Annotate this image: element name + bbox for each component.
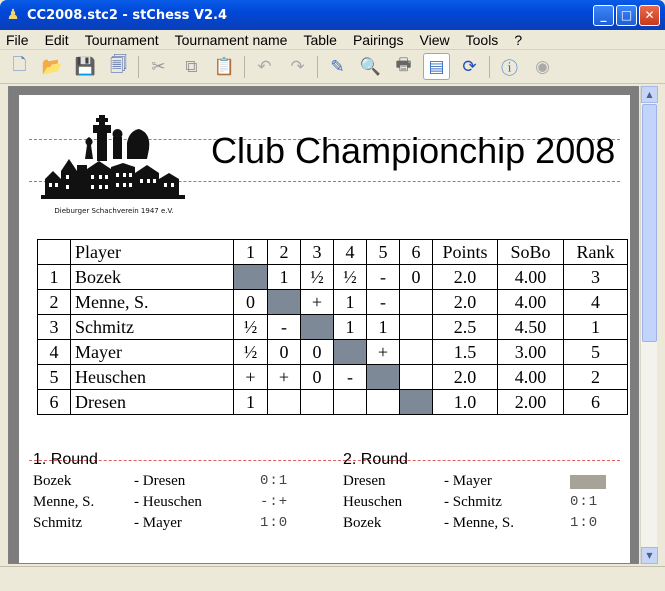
result-cell — [301, 390, 334, 415]
player-name: Dresen — [71, 390, 234, 415]
pairing-row — [343, 515, 639, 536]
result-cell: - — [367, 265, 400, 290]
table-row — [38, 390, 628, 415]
minimize-button[interactable]: _ — [593, 5, 614, 26]
result-cell: ½ — [234, 340, 268, 365]
white-player: Bozek — [33, 473, 72, 489]
redo-icon[interactable]: ↷ — [290, 56, 305, 77]
result-cell — [400, 315, 433, 340]
menu-edit[interactable]: Edit — [44, 31, 69, 48]
game-result[interactable]: 0:1 — [570, 494, 599, 510]
status-bar — [0, 566, 665, 591]
player-name: Bozek — [71, 265, 234, 290]
black-player: - Heuschen — [134, 494, 202, 510]
column-header: 6 — [400, 240, 433, 265]
result-cell: ½ — [301, 265, 334, 290]
save-all-icon[interactable]: 🗐 — [110, 55, 127, 75]
tournament-title: Club Championchip 2008 — [211, 130, 616, 171]
column-header: 1 — [234, 240, 268, 265]
undo-icon[interactable]: ↶ — [257, 56, 272, 77]
table-row — [38, 315, 628, 340]
round-title: 1. Round — [33, 451, 98, 468]
result-cell — [400, 340, 433, 365]
result-cell: + — [301, 290, 334, 315]
result-cell — [334, 390, 367, 415]
refresh-icon[interactable]: ⟳ — [462, 56, 477, 77]
self-cell — [367, 365, 400, 390]
cut-icon[interactable]: ✂ — [151, 56, 166, 77]
toolbar-separator — [138, 56, 139, 78]
menu-bar — [0, 30, 665, 50]
table-row — [38, 340, 628, 365]
player-number: 2 — [38, 290, 71, 315]
pairing-row — [33, 515, 333, 536]
white-player: Schmitz — [33, 515, 83, 531]
result-cell: 0 — [301, 365, 334, 390]
rank-cell: 1 — [564, 315, 628, 340]
print-icon[interactable]: 🖶 — [395, 55, 412, 75]
player-name: Schmitz — [71, 315, 234, 340]
toolbar-separator — [489, 56, 490, 78]
sobo-cell: 4.00 — [498, 290, 564, 315]
scroll-down-arrow-icon[interactable]: ▼ — [641, 547, 658, 564]
menu-tournament-name[interactable]: Tournament name — [174, 31, 288, 48]
result-cell: 0 — [268, 340, 301, 365]
crosstable — [37, 239, 628, 415]
black-player: - Mayer — [444, 473, 492, 489]
white-player: Dresen — [343, 473, 386, 489]
game-result[interactable]: 0:1 — [260, 473, 289, 489]
vertical-scrollbar[interactable] — [640, 86, 657, 564]
column-header — [38, 240, 71, 265]
result-cell: + — [367, 340, 400, 365]
sobo-cell: 3.00 — [498, 340, 564, 365]
logo-caption: Dieburger Schachverein 1947 e.V. — [54, 207, 174, 215]
result-cell: - — [334, 365, 367, 390]
self-cell — [234, 265, 268, 290]
rank-cell: 3 — [564, 265, 628, 290]
player-number: 1 — [38, 265, 71, 290]
self-cell — [268, 290, 301, 315]
page — [19, 95, 630, 564]
page-view-icon[interactable]: ▤ — [423, 53, 450, 80]
player-number: 3 — [38, 315, 71, 340]
column-header: Points — [433, 240, 498, 265]
table-row — [38, 290, 628, 315]
white-player: Bozek — [343, 515, 382, 531]
pairing-row — [33, 473, 333, 494]
column-header: 5 — [367, 240, 400, 265]
column-header: 2 — [268, 240, 301, 265]
sobo-cell: 4.50 — [498, 315, 564, 340]
menu-file[interactable]: File — [6, 31, 29, 48]
pending-result[interactable] — [570, 475, 606, 489]
close-button[interactable]: ✕ — [639, 5, 660, 26]
result-cell: 0 — [400, 265, 433, 290]
toolbar — [0, 50, 665, 84]
player-number: 5 — [38, 365, 71, 390]
points-cell: 1.0 — [433, 390, 498, 415]
open-folder-icon[interactable]: 📂 — [41, 56, 64, 77]
result-cell: + — [268, 365, 301, 390]
club-logo — [39, 109, 189, 217]
result-cell — [268, 390, 301, 415]
result-cell: + — [234, 365, 268, 390]
window-title: CC2008.stc2 - stChess V2.4 — [27, 7, 228, 23]
player-number: 4 — [38, 340, 71, 365]
black-player: - Schmitz — [444, 494, 502, 510]
table-row — [38, 365, 628, 390]
player-number: 6 — [38, 390, 71, 415]
result-cell: 0 — [301, 340, 334, 365]
pairing-row — [33, 494, 333, 515]
self-cell — [400, 390, 433, 415]
result-cell: ½ — [334, 265, 367, 290]
pawn-icon: ♟ — [6, 7, 20, 23]
points-cell: 1.5 — [433, 340, 498, 365]
result-cell: - — [268, 315, 301, 340]
menu-tournament[interactable]: Tournament — [84, 31, 159, 48]
result-cell: 1 — [234, 390, 268, 415]
toolbar-separator — [244, 56, 245, 78]
edit-icon[interactable]: ✎ — [330, 56, 345, 77]
rank-cell: 5 — [564, 340, 628, 365]
game-result[interactable]: 1:0 — [570, 515, 599, 531]
black-player: - Mayer — [134, 515, 182, 531]
points-cell: 2.0 — [433, 265, 498, 290]
result-cell — [400, 365, 433, 390]
result-cell: 1 — [367, 315, 400, 340]
result-cell: 0 — [234, 290, 268, 315]
document-viewport[interactable] — [8, 86, 639, 564]
white-player: Heuschen — [343, 494, 403, 510]
new-document-icon[interactable]: 🗋 — [12, 55, 27, 75]
round-2 — [343, 451, 639, 536]
table-row — [38, 265, 628, 290]
white-player: Menne, S. — [33, 494, 95, 510]
sobo-cell: 2.00 — [498, 390, 564, 415]
menu-view[interactable]: View — [419, 31, 450, 48]
rank-cell: 4 — [564, 290, 628, 315]
player-name: Heuschen — [71, 365, 234, 390]
menu-tools[interactable]: Tools — [465, 31, 499, 48]
info-icon[interactable]: ⓘ — [501, 59, 518, 79]
preview-icon[interactable]: 🔍 — [359, 56, 382, 77]
black-player: - Dresen — [134, 473, 186, 489]
scroll-up-arrow-icon[interactable]: ▲ — [641, 86, 658, 103]
result-cell — [400, 290, 433, 315]
player-name: Menne, S. — [71, 290, 234, 315]
player-name: Mayer — [71, 340, 234, 365]
game-result[interactable]: 1:0 — [260, 515, 289, 531]
paste-icon[interactable]: 📋 — [213, 56, 236, 77]
result-cell: 1 — [268, 265, 301, 290]
self-cell — [301, 315, 334, 340]
help-icon[interactable]: ◉ — [535, 56, 550, 77]
column-header: Rank — [564, 240, 628, 265]
points-cell: 2.5 — [433, 315, 498, 340]
result-cell: - — [367, 290, 400, 315]
result-cell — [367, 390, 400, 415]
column-header: Player — [71, 240, 234, 265]
result-cell: 1 — [334, 290, 367, 315]
round-title: 2. Round — [343, 451, 408, 468]
pairing-row — [343, 473, 639, 494]
sobo-cell: 4.00 — [498, 265, 564, 290]
pairing-row — [343, 494, 639, 515]
menu-pairings[interactable]: Pairings — [352, 31, 404, 48]
self-cell — [334, 340, 367, 365]
column-header: SoBo — [498, 240, 564, 265]
sobo-cell: 4.00 — [498, 365, 564, 390]
menu-help[interactable]: ? — [514, 31, 523, 48]
crosstable-header-row — [38, 240, 628, 265]
copy-icon[interactable]: ⧉ — [185, 56, 198, 77]
black-player: - Menne, S. — [444, 515, 514, 531]
scroll-thumb[interactable] — [642, 104, 657, 342]
game-result[interactable]: -:+ — [260, 494, 289, 510]
rank-cell: 2 — [564, 365, 628, 390]
result-cell: ½ — [234, 315, 268, 340]
rank-cell: 6 — [564, 390, 628, 415]
points-cell: 2.0 — [433, 290, 498, 315]
column-header: 4 — [334, 240, 367, 265]
title-bar[interactable] — [0, 0, 665, 30]
toolbar-separator — [317, 56, 318, 78]
round-1 — [33, 451, 333, 536]
points-cell: 2.0 — [433, 365, 498, 390]
maximize-button[interactable]: □ — [616, 5, 637, 26]
result-cell: 1 — [334, 315, 367, 340]
menu-table[interactable]: Table — [303, 31, 337, 48]
column-header: 3 — [301, 240, 334, 265]
save-icon[interactable]: 💾 — [74, 56, 97, 77]
